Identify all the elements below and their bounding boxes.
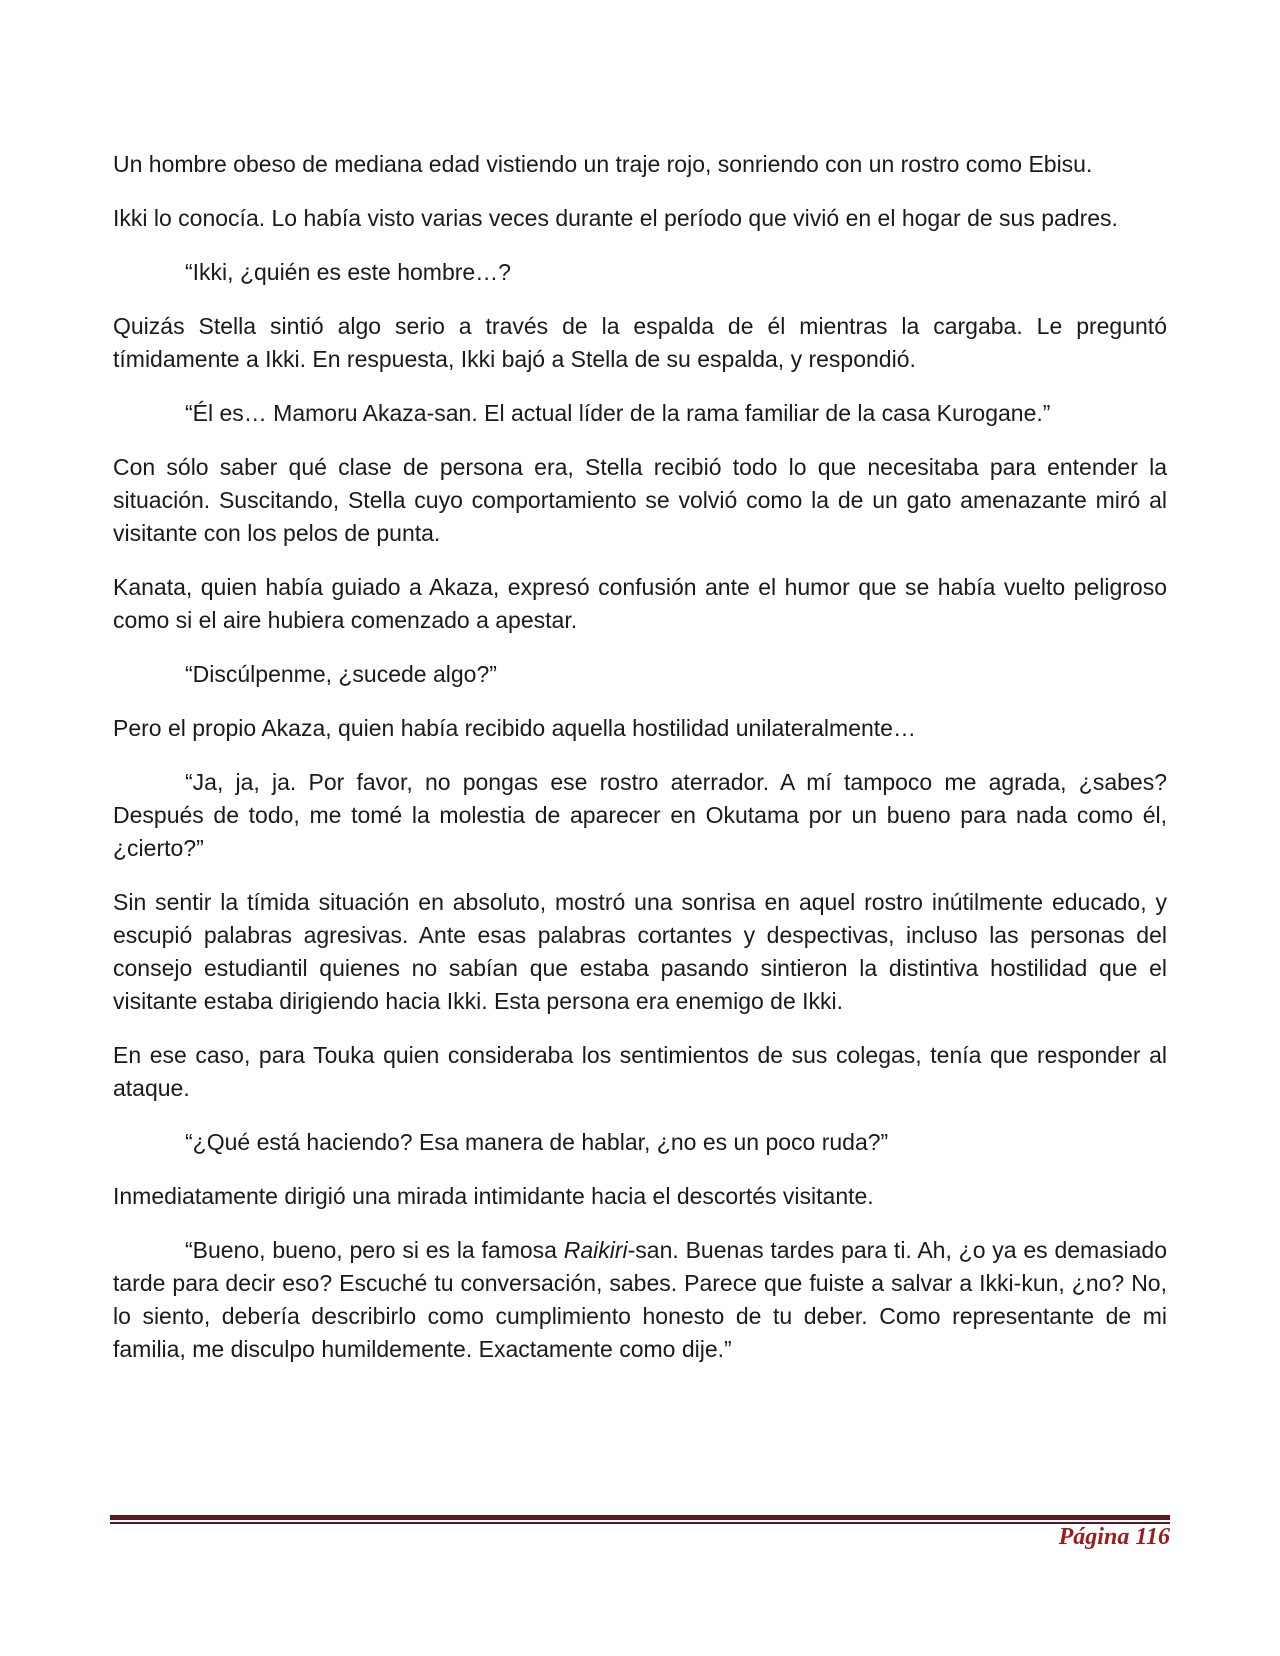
paragraph-3: Quizás Stella sintió algo serio a través de la espalda de él mientras la cargaba. Le preguntó tímidamente a Ikki. En respuesta, Ikki bajó a Stella de su espalda, y respondió. (113, 313, 1167, 372)
dialogue-line-6 (113, 1234, 1167, 1366)
paragraph-5: Kanata, quien había guiado a Akaza, expresó confusión ante el humor que se había vuelto peligroso como si el aire hubiera comenzado a apestar. (113, 574, 1167, 633)
dialogue-line-3: “Discúlpenme, ¿sucede algo?” (185, 661, 497, 687)
paragraph-4: Con sólo saber qué clase de persona era, Stella recibió todo lo que necesitaba para entender la situación. Suscitando, Stella cuyo comportamiento se volvió como la de un gato amenazante miró al visitante con los pelos de punta. (113, 454, 1167, 546)
dialogue-line-2: “Él es… Mamoru Akaza-san. El actual líder de la rama familiar de la casa Kurogane.” (185, 400, 1051, 426)
dialogue-line-5: “¿Qué está haciendo? Esa manera de hablar, ¿no es un poco ruda?” (185, 1129, 889, 1155)
footer-rule (110, 1515, 1170, 1524)
dialogue-line-4: “Ja, ja, ja. Por favor, no pongas ese rostro aterrador. A mí tampoco me agrada, ¿sabes? Después de todo, me tomé la molestia de aparecer en Okutama por un bueno para nada como él, ¿cierto?” (113, 769, 1167, 861)
footer-rule-thin (110, 1522, 1170, 1524)
paragraph-2: Ikki lo conocía. Lo había visto varias veces durante el período que vivió en el hogar de sus padres. (113, 205, 1118, 231)
page-number: Página 116 (1058, 1524, 1170, 1550)
paragraph-6: Pero el propio Akaza, quien había recibido aquella hostilidad unilateralmente… (113, 715, 916, 741)
page-body (113, 148, 1167, 1387)
paragraph-1: Un hombre obeso de mediana edad vistiendo un traje rojo, sonriendo con un rostro como Ebisu. (113, 151, 1093, 177)
paragraph-7: Sin sentir la tímida situación en absoluto, mostró una sonrisa en aquel rostro inútilmente educado, y escupió palabras agresivas. Ante esas palabras cortantes y despectivas, incluso las personas del consejo estudiantil quienes no sabían que estaba pasando sintieron la distintiva hostilidad que el visitante estaba dirigiendo hacia Ikki. Esta persona era enemigo de Ikki. (113, 889, 1167, 1014)
paragraph-9: Inmediatamente dirigió una mirada intimidante hacia el descortés visitante. (113, 1183, 874, 1209)
paragraph-8: En ese caso, para Touka quien consideraba los sentimientos de sus colegas, tenía que responder al ataque. (113, 1042, 1167, 1101)
dialogue-text-before: “Bueno, bueno, pero si es la famosa (185, 1237, 564, 1263)
footer-rule-thick (110, 1515, 1170, 1520)
dialogue-line-1: “Ikki, ¿quién es este hombre…? (185, 259, 511, 285)
dialogue-text-after: -san. Buenas tardes para ti. Ah, ¿o ya es demasiado tarde para decir eso? Escuché tu conversación, sabes. Parece que fuiste a salvar a Ikki-kun, ¿no? No, lo siento, debería describirlo como cumplimiento honesto de tu deber. Como representante de mi familia, me disculpo humildemente. Exactamente como dije.” (113, 1237, 1167, 1362)
dialogue-italic-name: Raikiri (563, 1237, 628, 1263)
